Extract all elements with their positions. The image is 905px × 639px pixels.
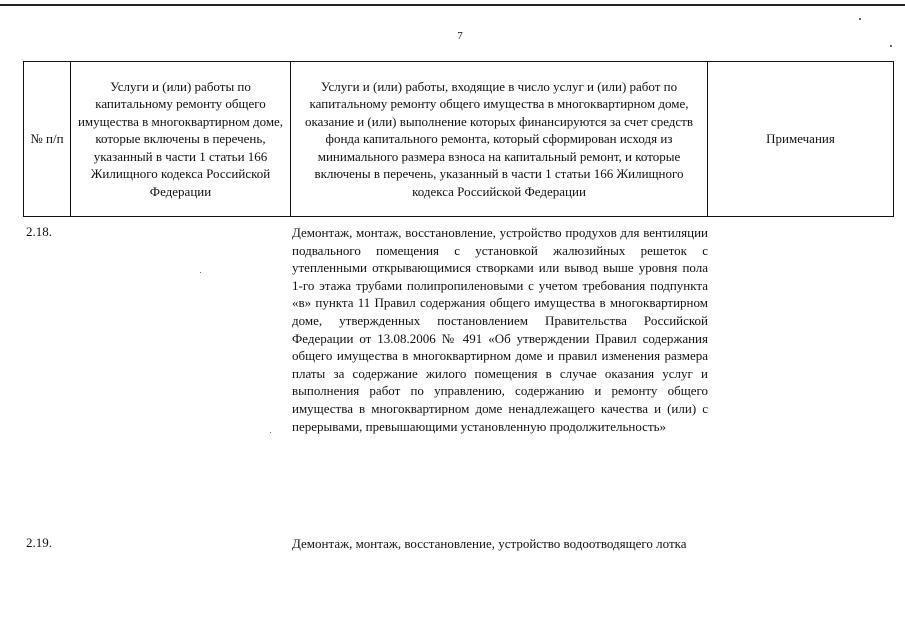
header-col-notes: Примечания bbox=[708, 62, 894, 217]
table-header bbox=[23, 61, 894, 217]
row-number: 2.18. bbox=[26, 224, 52, 239]
scan-speck bbox=[200, 272, 201, 273]
header-col-included-services: Услуги и (или) работы, входящие в число услуг и (или) работ по капитальному ремонту общего имущества в многоквартирном доме, оказание и (или) выполнение которых финансируются за счет средств фонда капитального ремонта, который сформирован исходя из минимального размера взноса на капитальный ремонт, и которые включены в перечень, указанный в части 1 статьи 166 Жилищного кодекса Российской Федерации bbox=[291, 62, 708, 217]
header-col-number: № п/п bbox=[24, 62, 71, 217]
scan-speck bbox=[270, 432, 271, 433]
header-col-services: Услуги и (или) работы по капитальному ремонту общего имущества в многоквартирном доме, которые включены в перечень, указанный в части 1 статьи 166 Жилищного кодекса Российской Федерации bbox=[71, 62, 291, 217]
page-top-border bbox=[0, 4, 905, 6]
row-description: Демонтаж, монтаж, восстановление, устройство водоотводящего лотка bbox=[292, 536, 687, 551]
scan-speck bbox=[859, 18, 861, 20]
header-row bbox=[24, 62, 894, 217]
row-description: Демонтаж, монтаж, восстановление, устройство продухов для вентиляции подвального помещения с установкой жалюзийных решеток с утепленными открывающимися створками или вывод выше уровня пола 1-го этажа трубами полипропиленовыми с учетом требования подпункта «в» пункта 11 Правил содержания общего имущества в многоквартирном доме, утвержденных постановлением Правительства Российской Федерации от 13.08.2006 № 491 «Об утверждении Правил содержания общего имущества в многоквартирном доме и правил изменения размера платы за содержание жилого помещения в случае оказания услуг и выполнения работ по управлению, содержанию и ремонту общего имущества в многоквартирном доме ненадлежащего качества и (или) с перерывами, превышающими установленную продолжительность» bbox=[292, 225, 708, 434]
scan-speck bbox=[890, 45, 892, 47]
row-number: 2.19. bbox=[26, 535, 52, 550]
page-number: 7 bbox=[457, 30, 463, 42]
